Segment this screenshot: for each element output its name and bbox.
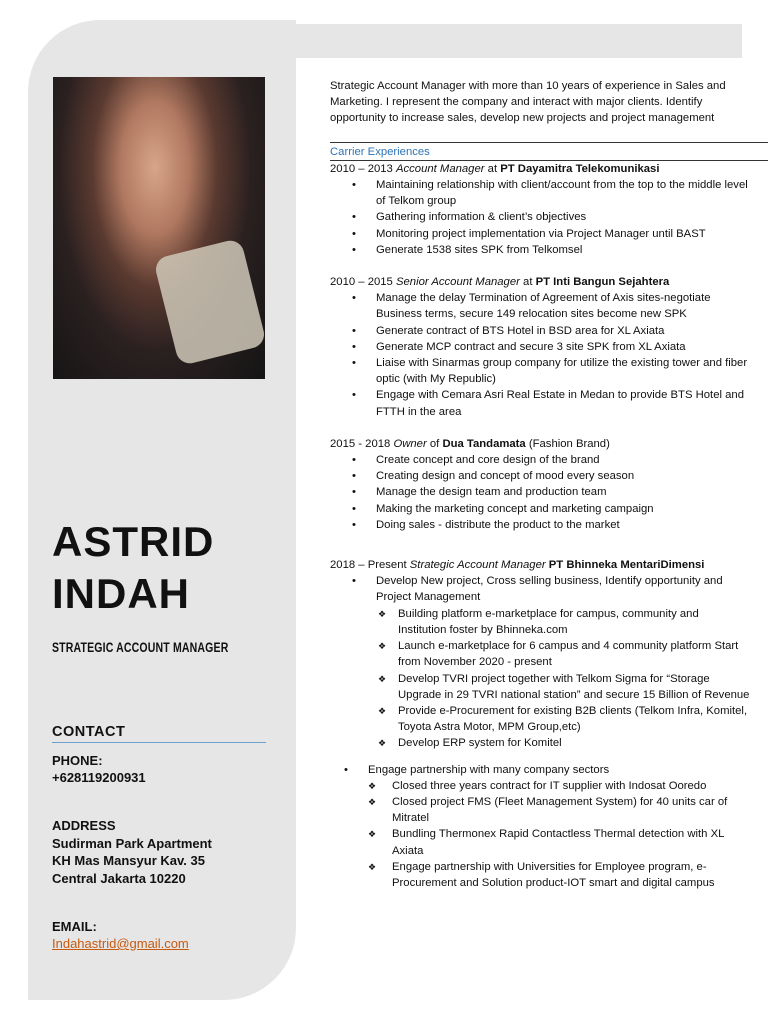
sub-list-item: ❖ Launch e-marketplace for 6 campus and 4 community platform Start from November 2020 - present xyxy=(352,638,750,670)
job-entry xyxy=(330,161,750,258)
job-connector: at xyxy=(523,276,533,289)
profile-photo xyxy=(53,77,265,379)
first-name: ASTRID xyxy=(52,518,215,565)
job-entry xyxy=(330,436,750,533)
list-item: • Monitoring project implementation via Project Manager until BAST xyxy=(330,226,750,242)
candidate-name xyxy=(52,516,214,620)
engage-bullets xyxy=(330,762,750,778)
job-bullets xyxy=(330,452,750,533)
job-company: PT Bhinneka MentariDimensi xyxy=(548,559,705,572)
address-line-3: Central Jakarta 10220 xyxy=(52,871,186,886)
main-content xyxy=(330,78,750,891)
list-item: • Doing sales - distribute the product to the market xyxy=(330,517,750,533)
job-heading xyxy=(330,436,750,452)
phone-value: +628119200931 xyxy=(52,770,146,785)
list-item xyxy=(330,573,750,751)
job-company: Dua Tandamata xyxy=(442,437,526,450)
phone-label: PHONE: xyxy=(52,753,103,768)
header-band xyxy=(292,24,742,58)
list-item: • Manage the design team and production team xyxy=(330,484,750,500)
sub-bullets xyxy=(352,606,750,752)
section-rule-bottom xyxy=(330,160,768,161)
sub-list-item: ❖ Building platform e-marketplace for campus, community and Institution foster by Bhinneka.com xyxy=(352,606,750,638)
job-period: 2018 – Present xyxy=(330,559,407,572)
section-rule-top xyxy=(330,142,768,143)
contact-heading: CONTACT xyxy=(52,724,126,740)
job-title: Strategic Account Manager xyxy=(409,559,546,572)
engage-sub-bullets xyxy=(330,778,750,891)
last-name: INDAH xyxy=(52,570,190,617)
sub-list-item: ❖ Closed project FMS (Fleet Management System) for 40 units car of Mitratel xyxy=(368,794,750,826)
email-link[interactable]: Indahastrid@gmail.com xyxy=(52,936,189,951)
section-title: Carrier Experiences xyxy=(330,145,430,158)
job-bullets xyxy=(330,177,750,258)
experience-section xyxy=(330,142,750,892)
summary-text: Strategic Account Manager with more than 10 years of experience in Sales and Marketing. I represent the company and interact with major clients. Identify opportunity to increase sales, develop new projects and project management xyxy=(330,80,726,125)
email-label: EMAIL: xyxy=(52,919,97,934)
sub-list-item: ❖ Provide e-Procurement for existing B2B clients (Telkom Infra, Komitel, Toyota Astra Motor, MPM Group,etc) xyxy=(352,703,750,735)
sub-list-item: ❖ Bundling Thermonex Rapid Contactless Thermal detection with XL Axiata xyxy=(368,826,750,858)
job-title: Senior Account Manager xyxy=(395,276,520,289)
list-item: • Engage with Cemara Asri Real Estate in Medan to provide BTS Hotel and FTTH in the area xyxy=(330,387,750,419)
sub-list-item: ❖ Closed three years contract for IT supplier with Indosat Ooredo xyxy=(368,778,750,794)
sub-list-item: ❖ Engage partnership with Universities for Employee program, e-Procurement and Solution product-IOT smart and digital campus xyxy=(368,859,750,891)
job-company: PT Inti Bangun Sejahtera xyxy=(535,276,670,289)
job-bullets xyxy=(330,290,750,420)
job-heading xyxy=(330,161,750,177)
list-item: • Liaise with Sinarmas group company for utilize the existing tower and fiber optic (with My Republic) xyxy=(330,355,750,387)
address-line-2: KH Mas Mansyur Kav. 35 xyxy=(52,853,205,868)
job-period: 2010 – 2015 xyxy=(330,276,393,289)
current-job-entry xyxy=(330,557,750,891)
list-item: • Generate MCP contract and secure 3 site SPK from XL Axiata xyxy=(330,339,750,355)
job-heading xyxy=(330,557,750,573)
list-item: • Making the marketing concept and marketing campaign xyxy=(330,501,750,517)
job-role: STRATEGIC ACCOUNT MANAGER xyxy=(52,640,229,655)
job-title: Account Manager xyxy=(395,162,485,175)
contact-divider xyxy=(52,742,266,743)
list-item: • Creating design and concept of mood every season xyxy=(330,468,750,484)
job-bullets xyxy=(330,573,750,751)
address-label: ADDRESS xyxy=(52,818,116,833)
list-item: • Generate 1538 sites SPK from Telkomsel xyxy=(330,242,750,258)
sub-list-item: ❖ Develop TVRI project together with Telkom Sigma for “Storage Upgrade in 29 TVRI national station” and secure 15 Billion of Revenue xyxy=(352,671,750,703)
job-period: 2010 – 2013 xyxy=(330,162,393,175)
sub-list-item: ❖ Develop ERP system for Komitel xyxy=(352,735,750,751)
job-suffix: (Fashion Brand) xyxy=(528,437,610,450)
job-title: Owner xyxy=(393,437,427,450)
job-company: PT Dayamitra Telekomunikasi xyxy=(500,162,660,175)
photo-pillow-shape xyxy=(153,238,265,367)
job-heading xyxy=(330,274,750,290)
job-connector: of xyxy=(429,437,440,450)
job-entry xyxy=(330,274,750,420)
list-item: • Manage the delay Termination of Agreement of Axis sites-negotiate Business terms, secure 149 relocation sites become new SPK xyxy=(330,290,750,322)
job-period: 2015 - 2018 xyxy=(330,437,391,450)
list-item: • Maintaining relationship with client/account from the top to the middle level of Telkom group xyxy=(330,177,750,209)
list-item: • Generate contract of BTS Hotel in BSD area for XL Axiata xyxy=(330,323,750,339)
job-connector: at xyxy=(487,162,498,175)
main-bullet-text: • Develop New project, Cross selling business, Identify opportunity and Project Management xyxy=(376,575,723,604)
list-item: • Gathering information & client’s objectives xyxy=(330,209,750,225)
list-item: • Engage partnership with many company sectors xyxy=(330,762,750,778)
list-item: • Create concept and core design of the brand xyxy=(330,452,750,468)
address-line-1: Sudirman Park Apartment xyxy=(52,836,212,851)
